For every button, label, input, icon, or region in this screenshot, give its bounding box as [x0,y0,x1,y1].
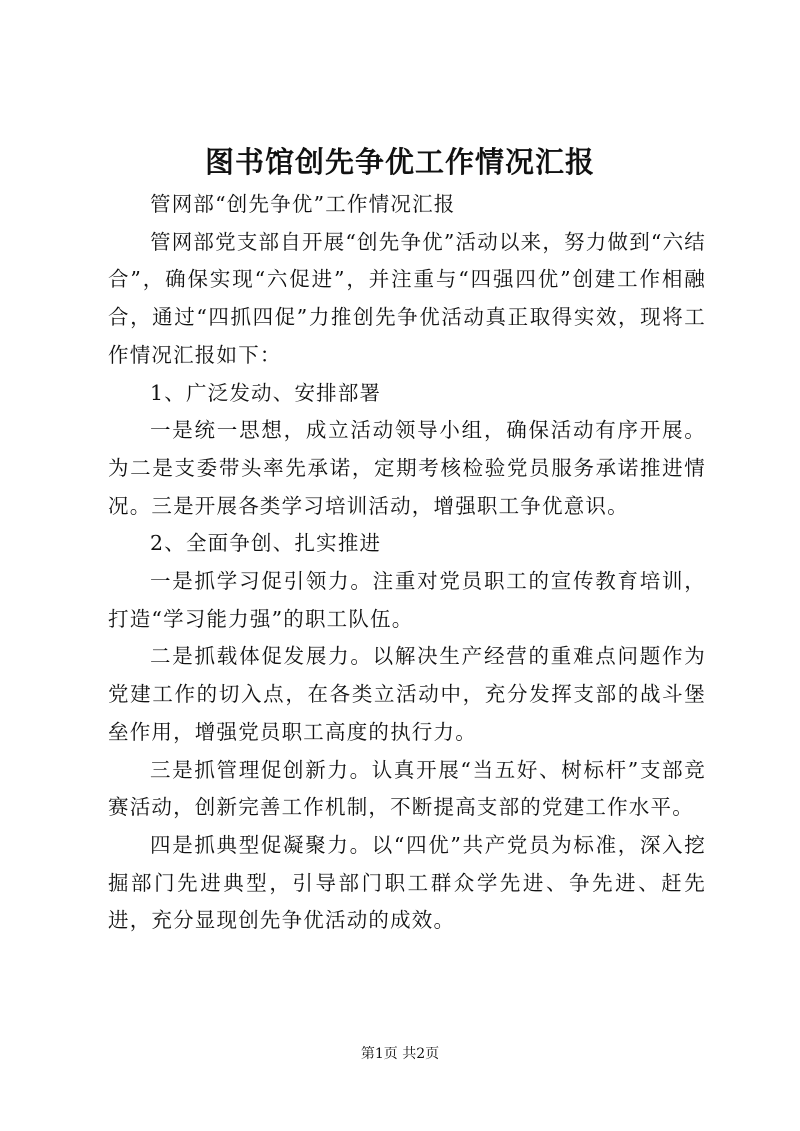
paragraph-intro: 管网部党支部自开展“创先争优”活动以来，努力做到“六结合”，确保实现“六促进”，并注重与“四强四优”创建工作相融合，通过“四抓四促”力推创先争优活动真正取得实效，现将工作情况汇报如下： [108,229,706,367]
paragraph-item-2: 二是抓载体促发展力。以解决生产经营的重难点问题作为党建工作的切入点，在各类立活动中，充分发挥支部的战斗堡垒作用，增强党员职工高度的执行力。 [108,644,706,744]
paragraph-item-3: 三是抓管理促创新力。认真开展“当五好、树标杆”支部竞赛活动，创新完善工作机制，不断提高支部的党建工作水平。 [108,757,706,820]
paragraph-item-4: 四是抓典型促凝聚力。以“四优”共产党员为标准，深入挖掘部门先进典型，引导部门职工群众学先进、争先进、赶先进，充分显现创先争优活动的成效。 [108,832,706,933]
paragraph-item-1: 一是抓学习促引领力。注重对党员职工的宣传教育培训，打造“学习能力强”的职工队伍。 [108,569,706,631]
document-title: 图书馆创先争优工作情况汇报 [204,145,595,179]
paragraph-subtitle: 管网部“创先争优”工作情况汇报 [150,192,456,216]
section-heading-2: 2、全面争创、扎实推进 [150,531,382,556]
section-heading-1: 1、广泛发动、安排部署 [150,380,382,405]
page-number-footer: 第1页 共2页 [360,1046,440,1062]
document-body [108,186,706,940]
paragraph-section-1: 一是统一思想，成立活动领导小组，确保活动有序开展。为二是支委带头率先承诺，定期考核检验党员服务承诺推进情况。三是开展各类学习培训活动，增强职工争优意识。 [108,418,706,518]
